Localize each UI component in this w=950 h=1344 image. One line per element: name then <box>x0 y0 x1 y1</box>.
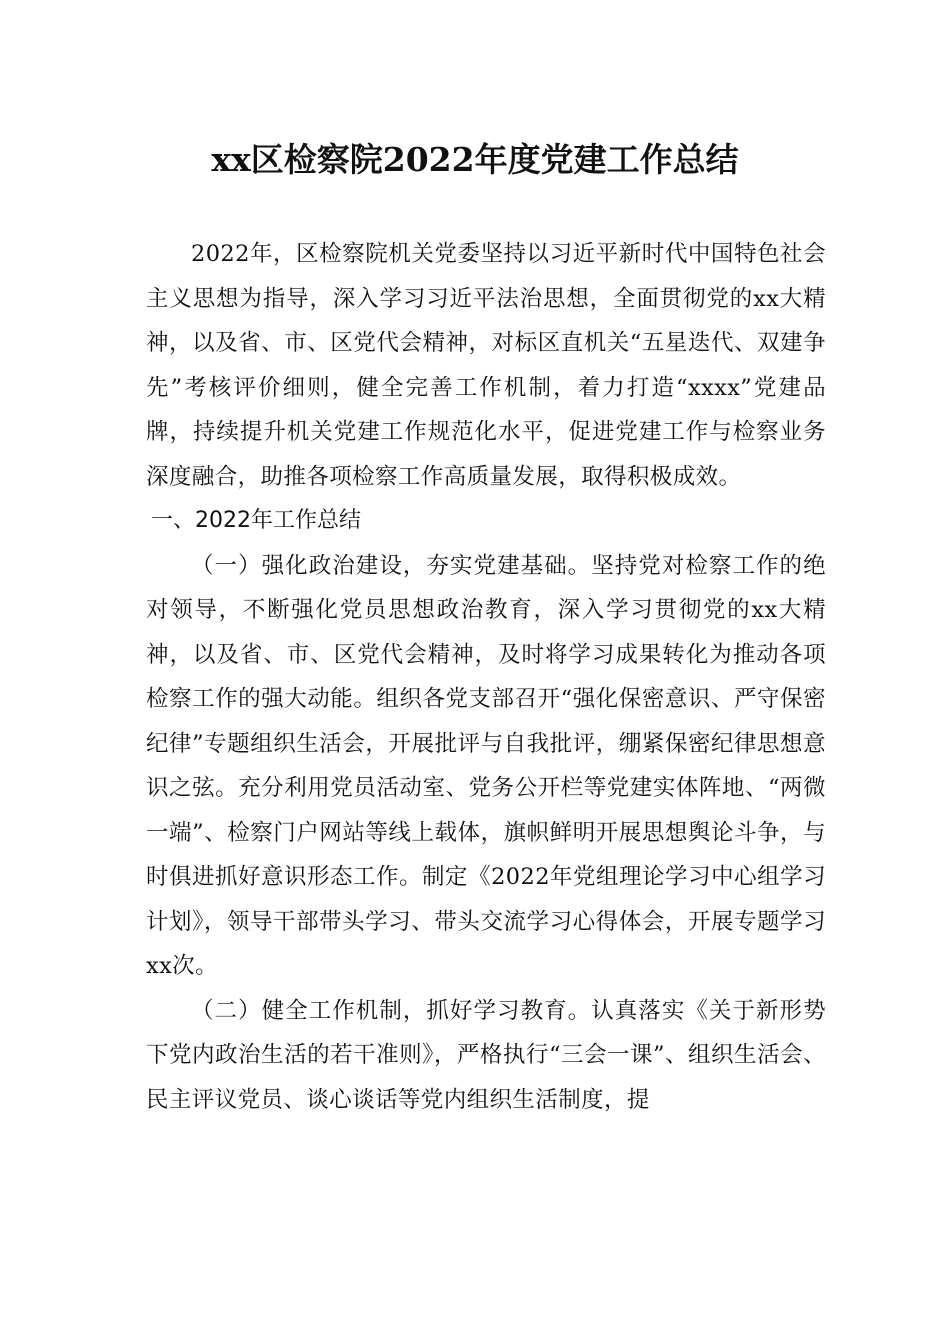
item-one-body: 坚持党对检察工作的绝对领导，不断强化党员思想政治教育，深入学习贯彻党的xx大精神，以及省、市、区党代会精神，及时将学习成果转化为推动各项检察工作的强大动能。组织各党支部召开“强化保密意识、严守保密纪律”专题组织生活会，开展批评与自我批评，绷紧保密纪律思想意识之弦。充分利用党员活动室、党务公开栏等党建实体阵地、“两微一端”、检察门户网站等线上载体，旗帜鲜明开展思想舆论斗争，与时俱进抓好意识形态工作。制定《2022年党组理论学习中心组学习计划》，领导干部带头学习、带头交流学习心得体会，开展专题学习xx次。 <box>146 552 826 979</box>
section-heading: 一、2022年工作总结 <box>151 508 361 533</box>
document-body <box>146 232 826 1122</box>
item-two-lead: （二）健全工作机制，抓好学习教育。 <box>191 997 592 1024</box>
item-two-paragraph <box>146 989 826 1123</box>
intro-paragraph: 2022年，区检察院机关党委坚持以习近平新时代中国特色社会主义思想为指导，深入学习习近平法治思想，全面贯彻党的xx大精神，以及省、市、区党代会精神，对标区直机关“五星迭代、双建争先”考核评价细则，健全完善工作机制，着力打造“xxxx”党建品牌，持续提升机关党建工作规范化水平，促进党建工作与检察业务深度融合，助推各项检察工作高质量发展，取得积极成效。 <box>146 241 826 490</box>
item-one-paragraph <box>146 544 826 989</box>
document-title: xx区检察院2022年度党建工作总结 <box>211 140 739 179</box>
item-two-body: 认真落实《关于新形势下党内政治生活的若干准则》，严格执行“三会一课”、组织生活会、民主评议党员、谈心谈话等党内组织生活制度，提 <box>146 997 826 1113</box>
item-one-lead: （一）强化政治建设，夯实党建基础。 <box>191 552 592 579</box>
